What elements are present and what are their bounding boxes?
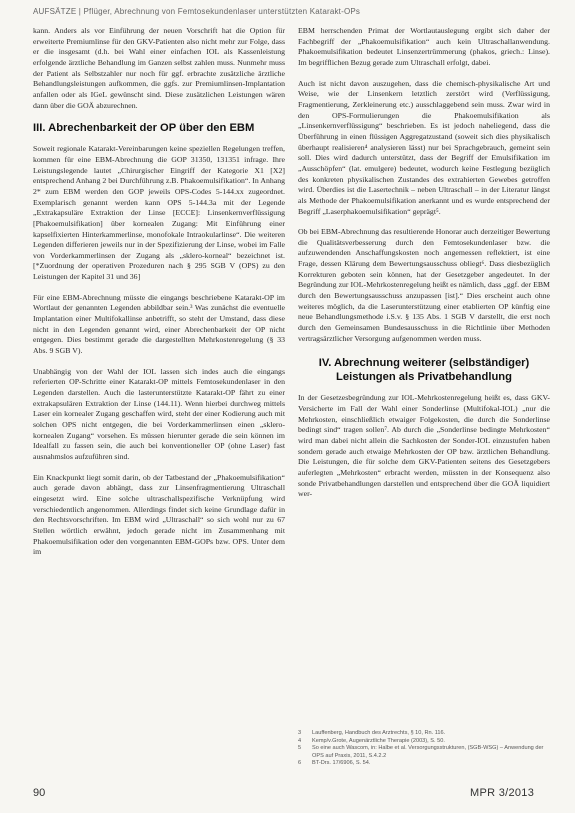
footnote-text: Kemp/v.Grote, Augenärztliche Therapie (2003), S. 50. (312, 737, 445, 744)
section-heading-line: IV. Abrechnung weiterer (selbständiger) (318, 357, 530, 370)
right-column (298, 26, 550, 508)
footnote (298, 738, 550, 746)
footnote-number: 4 (298, 737, 302, 744)
paragraph: Für eine EBM-Abrechnung müsste die eingangs beschriebene Katarakt-OP im Wortlaut der genannten Legenden abbildbar sein.³ Was zunächst die eventuelle Implantation einer Multifokallinse anbetrifft, so steht der Umstand, dass diese nicht in den Legenden genannt wird, einer Abrechenbarkeit der OP nicht entgegen. Dies bestimmt gerade die dargestellten Mehrkostenregelung (§ 33 Abs. 9 SGB V). (33, 292, 285, 356)
paragraph: Auch ist nicht davon auszugehen, dass die chemisch-physikalische Art und Weise, wie der Linsenkern letztlich zerstört wird (Verflüssigung, Fragmentierung, Zerkleinerung etc.) ausschlaggebend sein muss. Zwar wird in den OPS-Formulierungen die Phakoemulsifikation als „Linsenkernverflüssigung“ beschrieben. Es ist jedoch naheliegend, dass die Überführung in einen flüssigen Aggregatzustand (soweit sich dies physikalisch überhaupt realisieren⁴ analysieren lässt) nur bei Sprachgebrauch, gemeint sein soll. Dies wird dadurch unterstützt, dass der Begriff der Emulsifikation im „Ausschöpfen“ (lat. emulgere) bedeutet, wodurch keine Festlegung bezüglich des konkreten physikalischen Zustandes des extrahierten Gewebes getroffen wird. Überdies ist die Lasertechnik – neben Ultraschall – in der Literatur längst als Methode der Phakoemulsifikation anerkannt und es wurde entsprechend der Begriff „Laserphakoemulsifikation“ geprägt⁵. (298, 78, 550, 216)
footnote (298, 745, 550, 760)
section-heading-line: Leistungen als Privatbehandlung (336, 371, 512, 384)
paragraph: Unabhängig von der Wahl der IOL lassen sich indes auch die eingangs referierten OP-Schritte einer Katarakt-OP mittels Femtosekundenlaser in den Legenden darstellen. Auch die lasterunterstützte Katarakt-OP fährt zu einer extrakapsulären Extraktion der Linse (144.11). Wenn hierbei durchweg mittels Laser ein kornealer Zugang geschaffen wird, steht der einer Kodierung auch mit solchen OPS nicht entgegen, die bei Vorderkammerlinsen einen „sklero-kornealen Zugang“ vorsehen. Es müssen hierunter gerade die sein können im Idealfall zu fassen sein, die auch bei konventioneller OP (ohne Laser) fast ausnahmslos aufzuführen sind. (33, 366, 285, 461)
paragraph: In der Gesetzesbegründung zur IOL-Mehrkostenregelung heißt es, dass GKV-Versicherte im Fall der Wahl einer Sonderlinse (Multifokal-IOL) „nur die Mehrkosten, einschließlich etwaiger Folgekosten, die durch die Sonderlinse bedingt sind“ tragen sollen⁷. Ab durch die „Sonderlinse bedingte Mehrkosten“ wird man dabei nicht allein die Sachkosten der Sonder-IOL einzustufen haben sondern gerade auch etwaige Mehrkosten der OP bzw. ärztlichen Behandlung. Die Leistungen, die für solche dem GKV-Patienten seitens des Gesetzgebers auferlegten „Mehrkosten“ erbracht werden, müssten in der Konsequenz also sonde Privatbehandlungen darstellen und entsprechend über die GOÄ liquidiert wer- (298, 393, 550, 499)
paragraph: Ein Knackpunkt liegt somit darin, ob der Tatbestand der „Phakoemulsifikation“ auch gerade davon abhängt, dass zur Linsenfragmentierung Ultraschall eingesetzt wird. Eine solche ultraschallspezifische Verknüpfung wird verschiedentlich angenommen. Allerdings findet sich keine Grundlage dafür in den Rechtsvorschriften. Im EBM wird „Ultraschall“ so sich wohl nur zu 67 Stellen wörtlich erwähnt, jedoch gerade nicht im Zusammenhang mit Phakoemulsifikation oder den vorgenannten EBM-GOPs bzw. OPS. Unter dem im (33, 472, 285, 557)
footnotes (298, 730, 550, 768)
footnote-number: 6 (298, 760, 302, 767)
running-header: AUFSÄTZE | Pflüger, Abrechnung von Femtosekundenlaser unterstützten Katarakt-OPs (33, 7, 361, 16)
page-number: 90 (33, 787, 46, 799)
paragraph: EBM herrschenden Primat der Wortlautauslegung ergibt sich daher der Fachbegriff der „Phakoemulsifikation“ auch kein Ultraschallanwendung. Phakoemulsifikation bedeutet Linsenzertrümmerung (phakos, griech.: Linse). Im begrifflichen Bezug gerade zum Ultraschall erfolgt, dabei. (298, 26, 550, 67)
footnote-number: 5 (298, 745, 302, 752)
paragraph: Ob bei EBM-Abrechnung das resultierende Honorar auch derzeitiger Bewertung die Qualitätsverbesserung durch den Femtosekundenlaser bzw. die aufzuwendenden Anschaffungskosten noch angemessen reflektiert, ist eine Frage, dessen Klärung dem Bewertungsausschuss obliegt⁶. Dass diesbezüglich Korrekturen geboten sein können, hat der Gesetzgeber angedeutet. In der Begründung zur IOL-Mehrkostenregelung heißt es nämlich, dass „ggf. der EBM durch den Bewertungsausschuss anzupassen [ist].“ Dies erscheint auch ohne weiteres möglich, da die Laserunterstützung einer etablierten OP künftig eine neue Behandlungsmethode i.S.v. § 135 Abs. 1 SGB V darstellt, die erst noch durch den Gemeinsamen Bundesausschuss in die Richtlinie über Methoden vertragsärztlicher Versorgung aufgenommen werden muss. (298, 227, 550, 343)
left-column (33, 26, 285, 566)
paragraph: Soweit regionale Katarakt-Vereinbarungen keine speziellen Regelungen treffen, kommen für eine EBM-Abrechnung die GOP 31350, 131351 infrage. Ihre Leistungslegende lautet „Chirurgischer Eingriff der Kategorie X1 [X2] entsprechend Anhang 2 bei Durchführung z.B. Phakoemulsifikation“. In Anhang 2* zum EBM werden den GOP jeweils OPS-Codes 5-144.xx zugeordnet. Exemplarisch genannt werden kann OPS 5-144.3a mit der Legende „Extrakapsuläre Extraktion der Linse [ECCE]: Linsenkernverflüssigung [Phakoemulsifikation] über kornealen Zugang: Mit Einführung einer kapselfixierten Hinterkammerlinse, monofokale Intraokularlinse“. Die weiteren Legenden differieren jeweils nur in der Spezifizierung der Linse, wobei im Falle von Vorderkammerlinsen der Zugang als „sklero-korneal“ bezeichnet ist. [*Zuordnung der operativen Prozeduren nach § 295 SGB V (OPS) zu den Leistungen der Kapitel 31 und 36] (33, 144, 285, 282)
section-heading-iv (298, 356, 550, 384)
footnote (298, 760, 550, 768)
paragraph: kann. Anders als vor Einführung der neuen Vorschrift hat die Option für erweiterte Premiumlinse für den GKV-Patienten also nicht mehr zur Folge, dass er die insgesamt (d.h. bei Wahl einer einfachen IOL als Kassenleistung erfolgende ärztliche Behandlung im Ganzen selbst zahlen muss. Nunmehr muss der Patient als Selbstzahler nur noch für ggf. erbrachte zusätzliche ärztliche Behandlungsleistungen aufkommen, die ggfs. zur Premiumlinsen-Implantation anfallen oder als IGeL gewünscht sind. Diese zusätzlichen Leistungen wären dann über die GOÄ abzurechnen. (33, 26, 285, 110)
footnote-number: 3 (298, 730, 302, 736)
section-heading-iii: III. Abrechenbarkeit der OP über den EBM (33, 122, 255, 135)
journal-issue: MPR 3/2013 (470, 787, 535, 799)
footnote-text: So eine auch Wascom, in: Halbe et al. Versorgungsstrukturen, (SGB-WSG) – Anwendung der OPS auf Praxis, 2011, S.4.2.2 (312, 745, 544, 759)
footnote-text: Lauffenberg, Handbuch des Arztrechts, § 10, Rn. 116. (312, 730, 446, 736)
footnote (298, 730, 550, 738)
footnote-text: BT-Drs. 17/6906, S. 54. (312, 760, 371, 767)
